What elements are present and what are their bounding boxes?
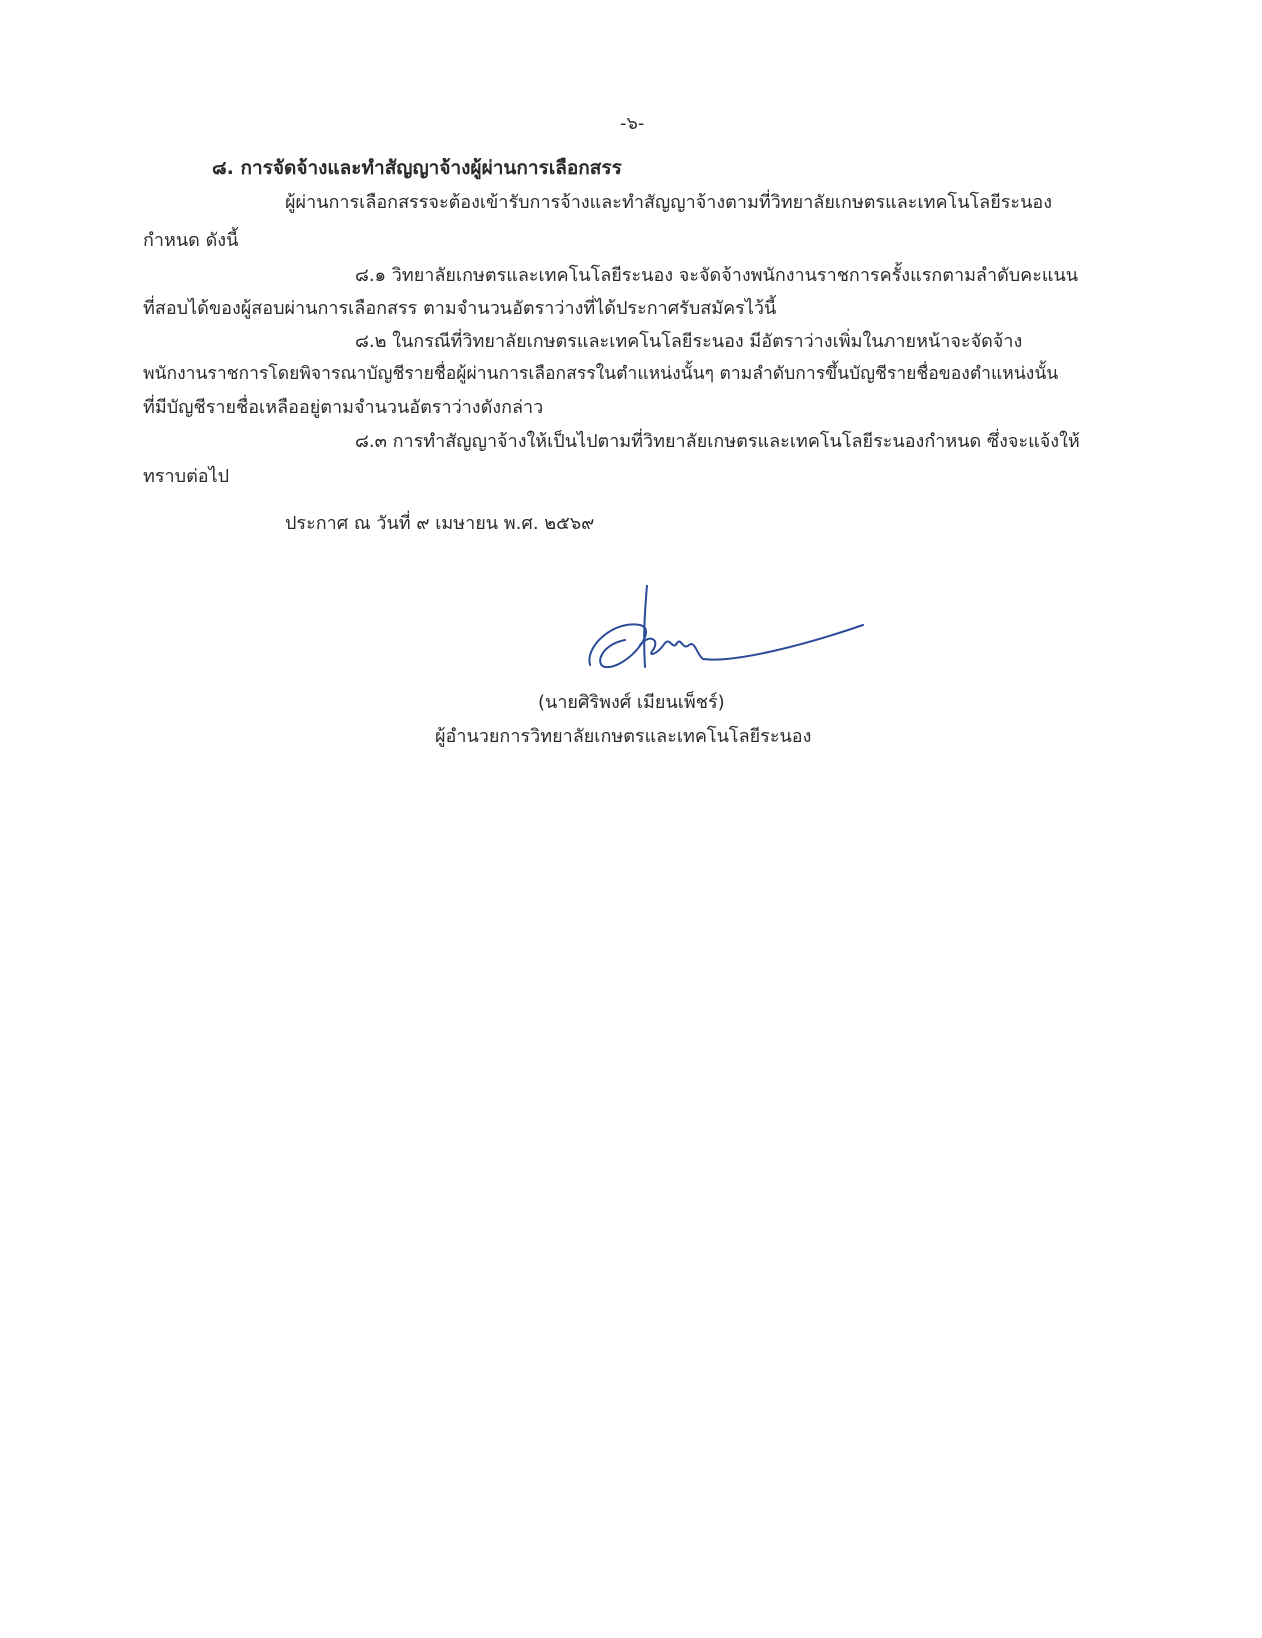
item-8-1-line-1: ๘.๑ วิทยาลัยเกษตรและเทคโนโลยีระนอง จะจัดจ้างพนักงานราชการครั้งแรกตามลำดับคะแนน — [355, 265, 1079, 286]
signatory-position: ผู้อำนวยการวิทยาลัยเกษตรและเทคโนโลยีระนอง — [435, 726, 812, 747]
page-number: -๖- — [620, 113, 645, 134]
item-8-1-line-2: ที่สอบได้ของผู้สอบผ่านการเลือกสรร ตามจำนวนอัตราว่างที่ได้ประกาศรับสมัครไว้นี้ — [143, 298, 777, 319]
intro-line-2: กำหนด ดังนี้ — [143, 230, 239, 251]
announcement-date: ประกาศ ณ วันที่ ๙ เมษายน พ.ศ. ๒๕๖๙ — [285, 513, 595, 534]
section-heading: ๘. การจัดจ้างและทำสัญญาจ้างผู้ผ่านการเลือกสรร — [212, 157, 622, 179]
signatory-name: (นายศิริพงศ์ เมียนเพ็ชร์) — [538, 692, 725, 713]
item-8-3-line-2: ทราบต่อไป — [143, 466, 230, 487]
intro-line-1: ผู้ผ่านการเลือกสรรจะต้องเข้ารับการจ้างและทำสัญญาจ้างตามที่วิทยาลัยเกษตรและเทคโนโลยีระนอง — [285, 192, 1052, 213]
item-8-2-line-1: ๘.๒ ในกรณีที่วิทยาลัยเกษตรและเทคโนโลยีระนอง มีอัตราว่างเพิ่มในภายหน้าจะจัดจ้าง — [355, 331, 1023, 352]
item-8-2-line-2: พนักงานราชการโดยพิจารณาบัญชีรายชื่อผู้ผ่านการเลือกสรรในตำแหน่งนั้นๆ ตามลำดับการขึ้นบัญชีรายชื่อของตำแหน่งนั้น — [143, 364, 1059, 384]
item-8-2-line-3: ที่มีบัญชีรายชื่อเหลืออยู่ตามจำนวนอัตราว่างดังกล่าว — [143, 397, 544, 418]
item-8-3-line-1: ๘.๓ การทำสัญญาจ้างให้เป็นไปตามที่วิทยาลัยเกษตรและเทคโนโลยีระนองกำหนด ซึ่งจะแจ้งให้ — [355, 431, 1080, 452]
signature-image — [585, 585, 875, 675]
